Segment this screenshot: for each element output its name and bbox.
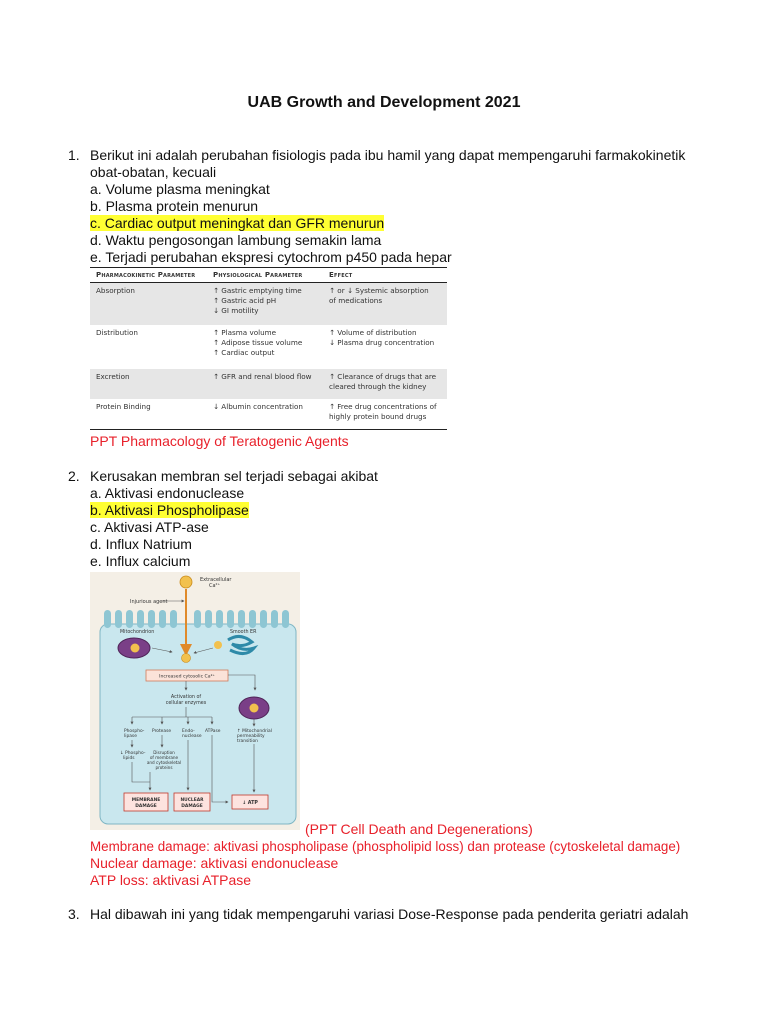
- mito-calcium-icon: [131, 644, 140, 653]
- nuclear-damage-label: NUCLEAR: [180, 798, 204, 803]
- phospholipase-label-2: lipase: [124, 734, 137, 739]
- membrane-damage-label: MEMBRANE: [131, 798, 161, 803]
- q2-source: (PPT Cell Death and Degenerations): [305, 821, 533, 837]
- q1-option-b: b. Plasma protein menurun: [90, 198, 259, 214]
- q2-option-c: c. Aktivasi ATP-ase: [90, 519, 209, 535]
- protease-label: Protease: [152, 729, 172, 734]
- q2-option-a: a. Aktivasi endonuclease: [90, 485, 245, 501]
- q1-source: PPT Pharmacology of Teratogenic Agents: [90, 433, 349, 449]
- endonuclease-label: Endo-: [182, 729, 195, 734]
- cytosol-calcium-icon: [182, 654, 191, 663]
- q2-option-e: e. Influx calcium: [90, 553, 191, 569]
- table-cell: [207, 325, 323, 369]
- table-row: [90, 325, 447, 369]
- table-cell: [207, 399, 323, 429]
- nuclear-damage-label-2: DAMAGE: [181, 804, 203, 809]
- cell-line: of medications: [329, 296, 383, 305]
- table-cell: Protein Binding: [90, 399, 207, 429]
- cell-line: cleared through the kidney: [329, 382, 427, 392]
- table-cell: Distribution: [96, 328, 138, 338]
- phospholipids-label: ↓ Phospho-: [120, 751, 146, 756]
- cell-line: ↑ Cardiac output: [213, 348, 275, 358]
- q1-option-e: e. Terjadi perubahan ekspresi cytochrom p450 pada hepar: [90, 249, 452, 265]
- cell-line: highly protein bound drugs: [329, 412, 427, 422]
- table-cell: [207, 283, 323, 326]
- cell-line: ↓ Albumin concentration: [213, 402, 303, 412]
- q2-note-atp: ATP loss: aktivasi ATPase: [90, 872, 252, 888]
- question-1-number: 1.: [68, 147, 80, 163]
- cell-line: ↑ or ↓ Systemic absorption: [329, 286, 429, 295]
- table-cell: [323, 283, 447, 326]
- question-1-stem-cont: obat-obatan, kecuali: [90, 164, 217, 180]
- er-calcium-icon: [214, 641, 222, 649]
- cell-line: ↑ GFR and renal blood flow: [213, 372, 312, 382]
- table-header: Pharmacokinetic Parameter: [90, 268, 207, 283]
- q1-option-a: a. Volume plasma meningkat: [90, 181, 270, 197]
- table-row: [90, 369, 447, 399]
- table-row: [90, 283, 447, 326]
- extracellular-label: Extracellular: [200, 577, 232, 583]
- disruption-label: Disruption: [153, 750, 175, 755]
- injurious-agent-label: Injurious agent: [130, 599, 168, 605]
- pharmacokinetic-table: [90, 267, 447, 430]
- cell-line: ↓ Plasma drug concentration: [329, 338, 435, 348]
- q1-option-c-line: [90, 215, 384, 232]
- question-3-number: 3.: [68, 906, 80, 922]
- table-row: [90, 399, 447, 429]
- disruption-label-2: of membrane: [149, 755, 179, 760]
- question-2-stem: Kerusakan membran sel terjadi sebagai akibat: [90, 468, 378, 484]
- disruption-label-3: and cytoskeletal: [146, 760, 182, 765]
- disruption-label-4: proteins: [155, 765, 173, 770]
- calcium-ion-icon: [180, 576, 192, 588]
- atp-label: ↓ ATP: [242, 801, 258, 806]
- q2-option-d: d. Influx Natrium: [90, 536, 192, 552]
- page-title: UAB Growth and Development 2021: [247, 94, 521, 111]
- question-3-stem: Hal dibawah ini yang tidak mempengaruhi variasi Dose-Response pada penderita geriatri adalah: [90, 906, 689, 922]
- endonuclease-label-2: nuclease: [182, 734, 202, 739]
- table-cell: [323, 369, 447, 399]
- q2-note-membrane: Membrane damage: aktivasi phospholipase (phospholipid loss) dan protease (cytoskeletal damage): [90, 839, 681, 854]
- cell-line: ↑ Gastric emptying time: [213, 286, 302, 295]
- question-2-number: 2.: [68, 468, 80, 484]
- q2-option-b-answer: b. Aktivasi Phospholipase: [90, 502, 249, 518]
- table-cell: Absorption: [90, 283, 207, 326]
- cell-line: ↓ GI motility: [213, 306, 259, 315]
- cell-line: ↑ Clearance of drugs that are: [329, 372, 437, 382]
- q1-option-c-answer: c. Cardiac output meningkat dan GFR menurun: [90, 215, 385, 231]
- table-header: Effect: [323, 268, 447, 283]
- q2-note-nuclear: Nuclear damage: aktivasi endonuclease: [90, 855, 339, 871]
- table-cell: [323, 399, 447, 429]
- q1-option-d: d. Waktu pengosongan lambung semakin lama: [90, 232, 382, 248]
- smooth-er-label: Smooth ER: [230, 630, 257, 635]
- phospholipids-label-2: lipids: [123, 756, 135, 761]
- cell-line: ↑ Adipose tissue volume: [213, 338, 303, 348]
- table-cell: [207, 369, 323, 399]
- cell-line: ↑ Plasma volume: [213, 328, 277, 338]
- microvilli: [104, 610, 289, 628]
- membrane-damage-label-2: DAMAGE: [135, 804, 157, 809]
- mpt-label-3: transition: [237, 739, 258, 744]
- cell-line: ↑ Free drug concentrations of: [329, 402, 437, 412]
- q2-option-b-line: [90, 502, 249, 519]
- cell-line: ↑ Gastric acid pH: [213, 296, 277, 305]
- mpt-label: ↑ Mitochondrial: [237, 729, 272, 734]
- extracellular-ca-label: Ca²⁺: [209, 583, 221, 589]
- mpt-label-2: permeability: [237, 734, 265, 739]
- phospholipase-label: Phospho-: [124, 729, 145, 734]
- mito2-calcium-icon: [250, 704, 259, 713]
- calcium-cell-injury-diagram: [90, 572, 300, 830]
- cell-line: ↑ Volume of distribution: [329, 328, 417, 338]
- atpase-label: ATPase: [205, 729, 221, 734]
- question-1-stem: Berikut ini adalah perubahan fisiologis pada ibu hamil yang dapat mempengaruhi farmakokinetik: [90, 147, 686, 163]
- activation-label: Activation of: [170, 695, 202, 700]
- table-cell: Excretion: [90, 369, 207, 399]
- activation-label-2: cellular enzymes: [165, 701, 207, 706]
- table-header: Physiological Parameter: [207, 268, 323, 283]
- mitochondrion-label: Mitochondrion: [120, 630, 155, 635]
- table-cell: [323, 325, 447, 369]
- increased-ca-label: Increased cytosolic Ca²⁺: [159, 674, 215, 680]
